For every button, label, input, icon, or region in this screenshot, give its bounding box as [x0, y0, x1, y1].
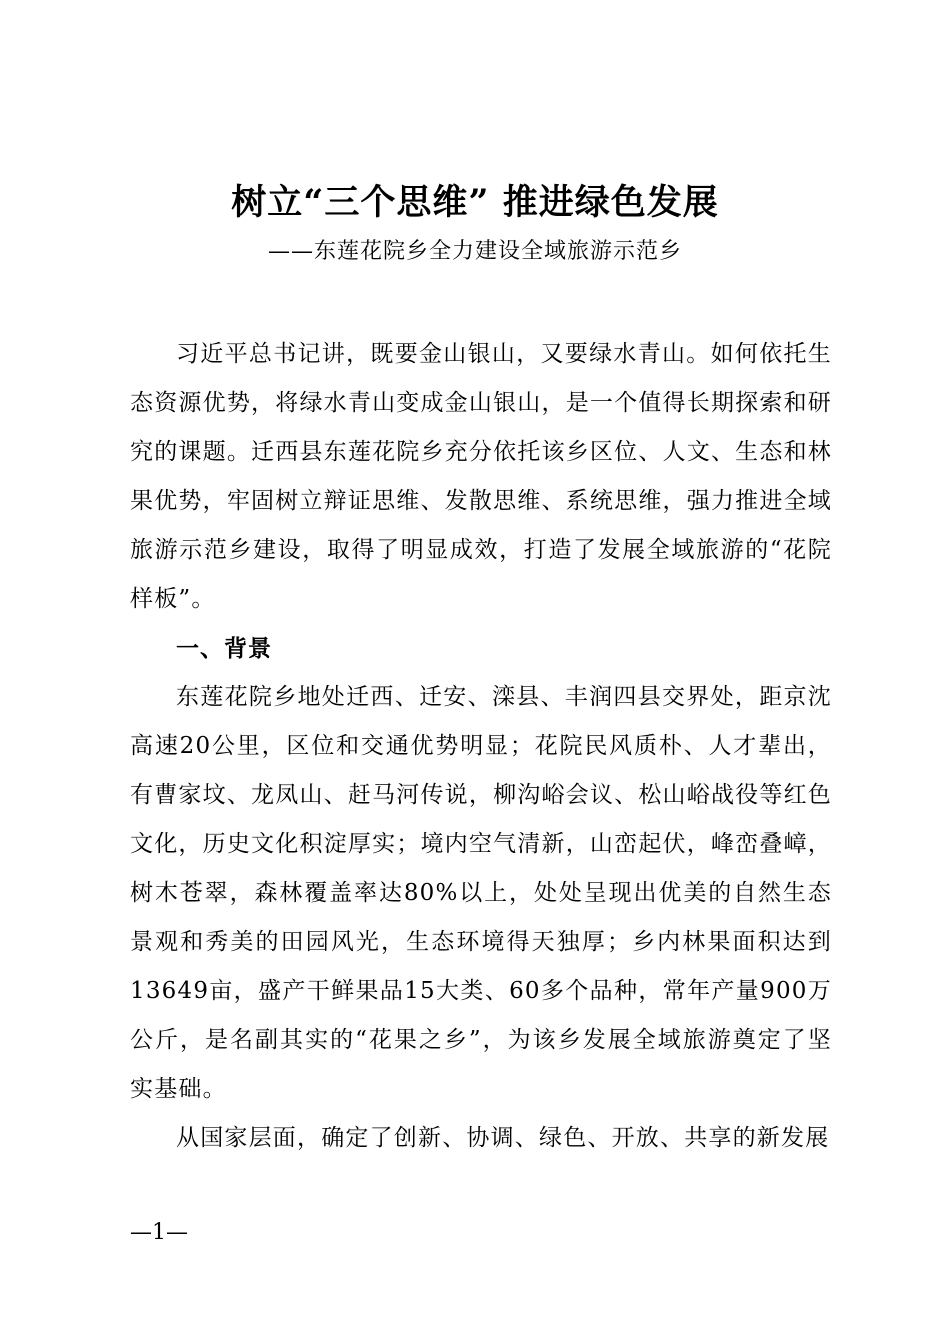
document-subtitle: ——东莲花院乡全力建设全域旅游示范乡	[267, 239, 682, 264]
document-title: 树立“三个思维” 推进绿色发展	[231, 182, 719, 223]
paragraph-national-level: 从国家层面，确定了创新、协调、绿色、开放、共享的新发展	[176, 1125, 830, 1151]
document-body	[130, 330, 832, 1163]
paragraph-intro: 习近平总书记讲，既要金山银山，又要绿水青山。如何依托生态资源优势，将绿水青山变成金山银山，是一个值得长期探索和研究的课题。迁西县东莲花院乡充分依托该乡区位、人文、生态和林果优势，牢固树立辩证思维、发散思维、系统思维，强力推进全域旅游示范乡建设，取得了明显成效，打造了发展全域旅游的“花院样板”。	[130, 341, 832, 612]
paragraph-background: 东莲花院乡地处迁西、迁安、滦县、丰润四县交界处，距京沈高速20公里，区位和交通优势明显；花院民风质朴、人才辈出，有曹家坟、龙凤山、赶马河传说，柳沟峪会议、松山峪战役等红色文化，历史文化积淀厚实；境内空气清新，山峦起伏，峰峦叠嶂，树木苍翠，森林覆盖率达80%以上，处处呈现出优美的自然生态景观和秀美的田园风光，生态环境得天独厚；乡内林果面积达到13649亩，盛产干鲜果品15大类、60多个品种，常年产量900万公斤，是名副其实的“花果之乡”，为该乡发展全域旅游奠定了坚实基础。	[130, 684, 832, 1102]
section-heading-background: 一、背景	[176, 635, 272, 662]
page-number: —1—	[130, 1220, 188, 1245]
